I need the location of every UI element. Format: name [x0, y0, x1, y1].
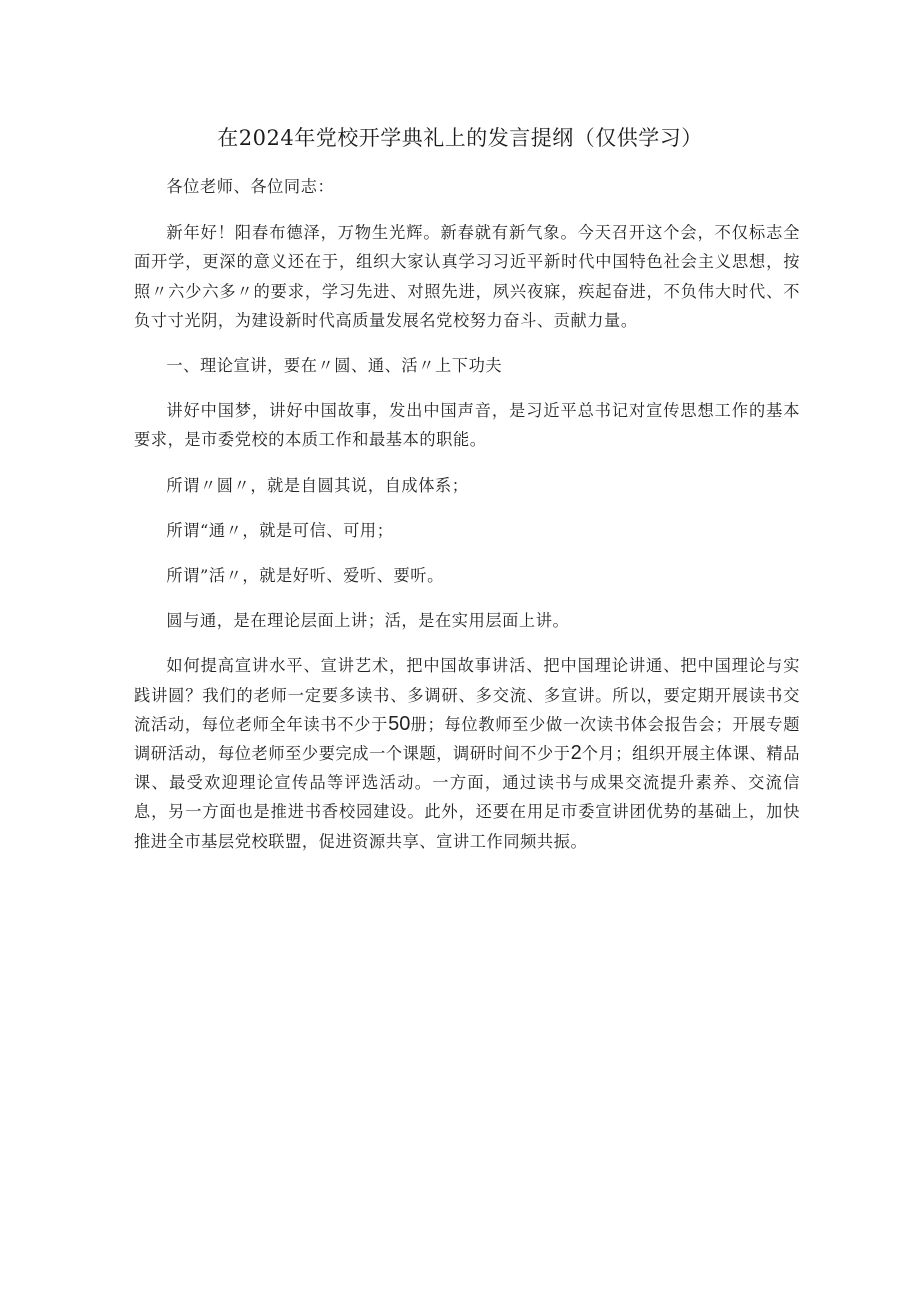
research-months: 2	[570, 742, 582, 765]
books-count: 50	[388, 712, 411, 735]
paragraph-definition-huo: 所谓”活〃，就是好听、爱听、要听。	[166, 566, 444, 586]
measures-text-b: 册；每位教师至少做一次读书体会报告会；开展专题调研活动，每位老师至少要完成一个课题，调研时间不少于	[134, 714, 800, 764]
paragraph-requirements: 讲好中国梦，讲好中国故事，发出中国声音，是习近平总书记对宣传思想工作的基本要求，是市委党校的本质工作和最基本的职能。	[134, 401, 800, 450]
section-heading-1: 一、理论宣讲，要在〃圆、通、活〃上下功夫	[166, 356, 503, 376]
paragraph-definition-yuan: 所谓〃圆〃，就是自圆其说，自成体系；	[166, 475, 469, 495]
paragraph-definition-tong: 所谓“通〃，就是可信、可用；	[166, 520, 394, 540]
document-title: 在2024年党校开学典礼上的发言提纲（仅供学习）	[217, 126, 703, 150]
paragraph-summary: 圆与通，是在理论层面上讲；活，是在实用层面上讲。	[166, 611, 570, 631]
paragraph-measures	[134, 651, 800, 855]
paragraph-opening: 新年好！阳春布德泽，万物生光辉。新春就有新气象。今天召开这个会，不仅标志全面开学，更深的意义还在于，组织大家认真学习习近平新时代中国特色社会主义思想，按照〃六少六多〃的要求，学习先进、对照先进，夙兴夜寐，疾起奋进，不负伟大时代、不负寸寸光阴，为建设新时代高质量发展名党校努力奋斗、贡献力量。	[134, 223, 800, 330]
salutation: 各位老师、各位同志：	[166, 177, 335, 196]
measures-text-c: 个月；组织开展主体课、精品课、最受欢迎理论宣传品等评选活动。一方面，通过读书与成果交流提升素养、交流信息，另一方面也是推进书香校园建设。此外，还要在用足市委宣讲团优势的基础上，加快推进全市基层党校联盟，促进资源共享、宣讲工作同频共振。	[134, 744, 800, 851]
measures-text-a: 如何提高宣讲水平、宣讲艺术，把中国故事讲活、把中国理论讲通、把中国理论与实践讲圆？我们的老师一定要多读书、多调研、多交流、多宣讲。所以，要定期开展读书交流活动，每位老师全年读书不少于	[134, 656, 800, 734]
document-body	[134, 172, 800, 872]
